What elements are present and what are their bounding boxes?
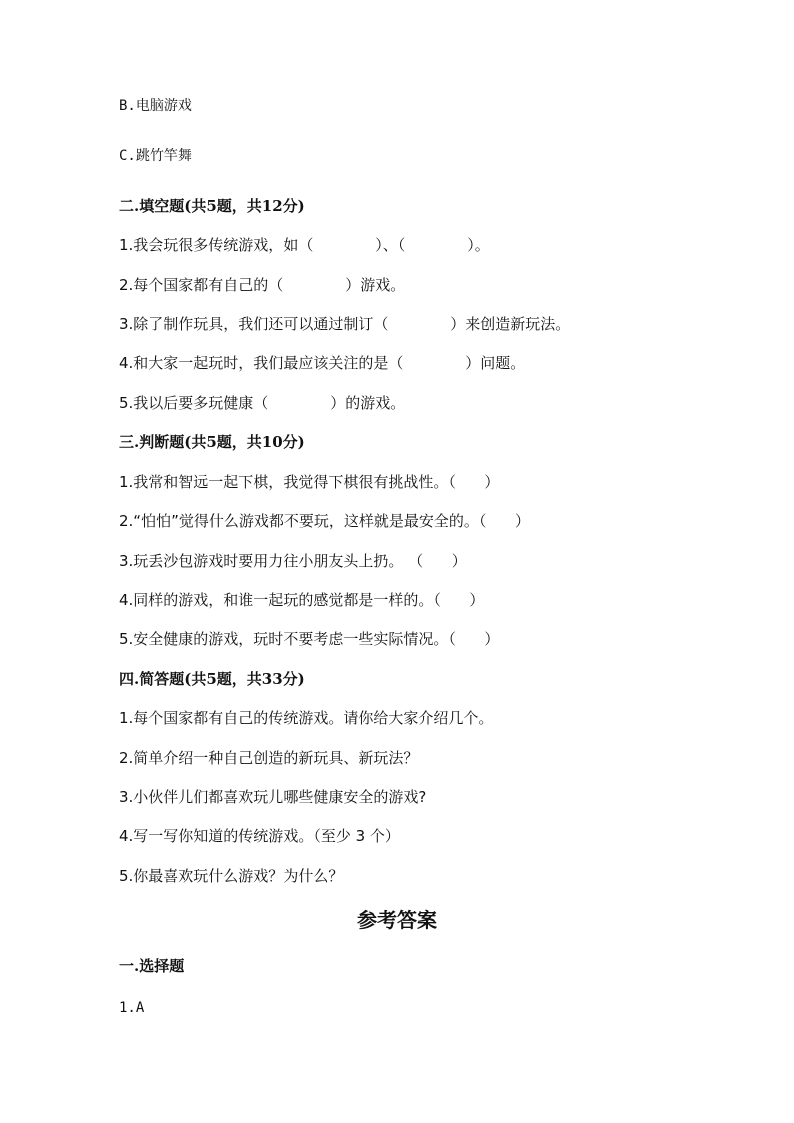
true-false-question-3: 3.玩丢沙包游戏时要用力往小朋友头上扔。 （ ） bbox=[119, 552, 467, 570]
true-false-section-title: 三.判断题(共5题，共10分) bbox=[119, 433, 305, 451]
fill-blank-section-title: 二.填空题(共5题，共12分) bbox=[119, 197, 305, 215]
short-answer-question-3: 3.小伙伴儿们都喜欢玩儿哪些健康安全的游戏? bbox=[119, 788, 427, 806]
fill-blank-question-2: 2.每个国家都有自己的（ ）游戏。 bbox=[119, 276, 406, 294]
fill-blank-question-1: 1.我会玩很多传统游戏，如（ ）、（ ）。 bbox=[119, 236, 490, 254]
answer-item-1: 1.A bbox=[119, 1000, 145, 1016]
fill-blank-question-3: 3.除了制作玩具，我们还可以通过制订（ ）来创造新玩法。 bbox=[119, 315, 571, 333]
fill-blank-question-4: 4.和大家一起玩时，我们最应该关注的是（ ）问题。 bbox=[119, 354, 526, 372]
answer-key-title: 参考答案 bbox=[357, 908, 437, 932]
fill-blank-question-5: 5.我以后要多玩健康（ ）的游戏。 bbox=[119, 394, 406, 412]
true-false-question-4: 4.同样的游戏，和谁一起玩的感觉都是一样的。（ ） bbox=[119, 591, 485, 609]
short-answer-question-2: 2.简单介绍一种自己创造的新玩具、新玩法？ bbox=[119, 749, 419, 767]
answer-choice-section-title: 一.选择题 bbox=[119, 957, 185, 975]
true-false-question-2: 2.“怕怕”觉得什么游戏都不要玩，这样就是最安全的。（ ） bbox=[119, 512, 530, 530]
true-false-question-5: 5.安全健康的游戏，玩时不要考虑一些实际情况。（ ） bbox=[119, 630, 500, 648]
choice-option-c: C.跳竹竿舞 bbox=[119, 148, 192, 164]
short-answer-question-4: 4.写一写你知道的传统游戏。（至少 3 个） bbox=[119, 827, 400, 845]
short-answer-section-title: 四.简答题(共5题，共33分) bbox=[119, 670, 305, 688]
choice-option-b: B.电脑游戏 bbox=[119, 98, 192, 114]
true-false-question-1: 1.我常和智远一起下棋，我觉得下棋很有挑战性。（ ） bbox=[119, 473, 500, 491]
short-answer-question-5: 5.你最喜欢玩什么游戏？为什么？ bbox=[119, 867, 344, 885]
short-answer-question-1: 1.每个国家都有自己的传统游戏。请你给大家介绍几个。 bbox=[119, 709, 494, 727]
